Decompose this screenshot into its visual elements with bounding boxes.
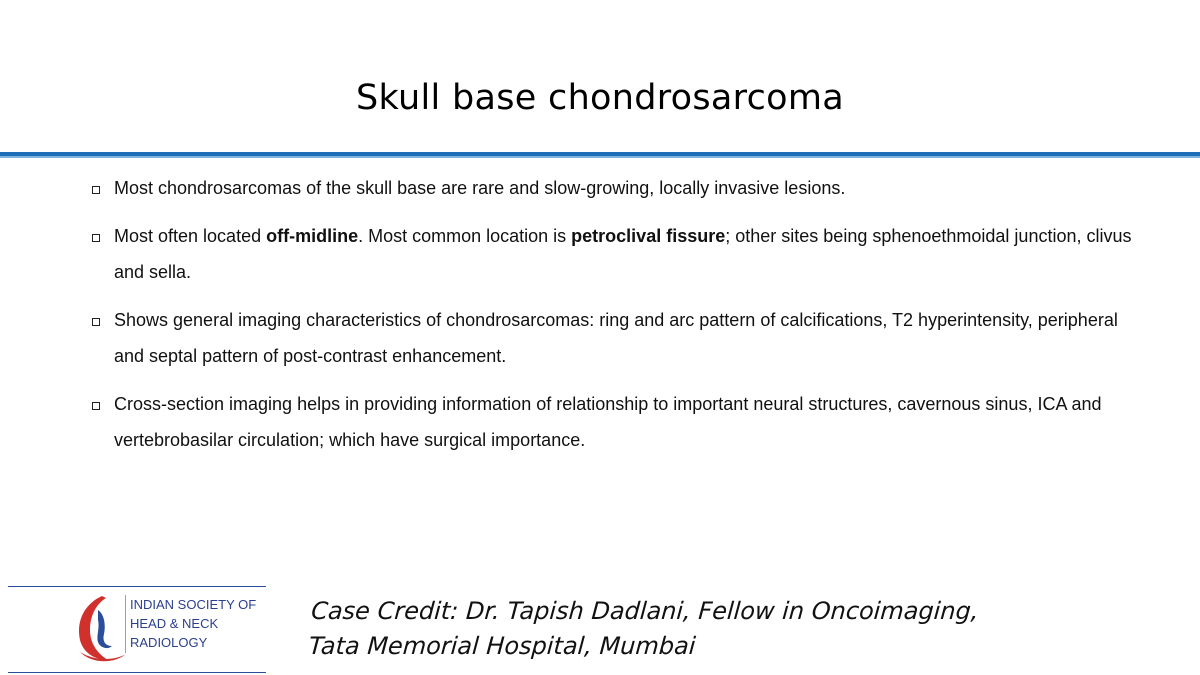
bullet-list [88,170,1148,470]
bullet-text: Shows general imaging characteristics of chondrosarcomas: ring and arc pattern of calcifications, T2 hyperintensity, peripheral and septal pattern of post-contrast enhancement. [114,310,1118,366]
bullet-emphasis: petroclival fissure [571,226,726,246]
isr-logo-icon [72,590,128,670]
case-credit [308,594,980,664]
bullet-item [88,302,1148,374]
logo-text-line: INDIAN SOCIETY OF [130,597,257,612]
case-credit-line: Tata Memorial Hospital, Mumbai [307,632,697,660]
title-divider-accent [0,156,1200,158]
bullet-text: ; other sites being sphenoethmoidal junction, clivus and sella. [114,226,1132,282]
logo-text [130,595,256,652]
logo-text-line: HEAD & NECK [130,616,219,631]
slide-title: Skull base chondrosarcoma [356,78,844,118]
bullet-item [88,218,1148,290]
bullet-item [88,386,1148,458]
square-bullet-icon [92,402,100,410]
square-bullet-icon [92,318,100,326]
case-credit-line: Case Credit: Dr. Tapish Dadlani, Fellow in Oncoimaging, [310,597,980,625]
bullet-item [88,170,1148,206]
bullet-emphasis: off-midline [266,226,359,246]
logo-rule-bottom [8,672,266,673]
bullet-text: . Most common location is [358,226,572,246]
square-bullet-icon [92,186,100,194]
logo-divider [125,595,126,653]
logo-rule-top [8,586,266,587]
logo-text-line: RADIOLOGY [130,635,208,650]
bullet-text: Most chondrosarcomas of the skull base are rare and slow-growing, locally invasive lesions. [114,178,846,198]
square-bullet-icon [92,234,100,242]
bullet-text: Cross-section imaging helps in providing information of relationship to important neural structures, cavernous sinus, ICA and vertebrobasilar circulation; which have surgical importance. [114,394,1102,450]
bullet-text: Most often located [114,226,267,246]
